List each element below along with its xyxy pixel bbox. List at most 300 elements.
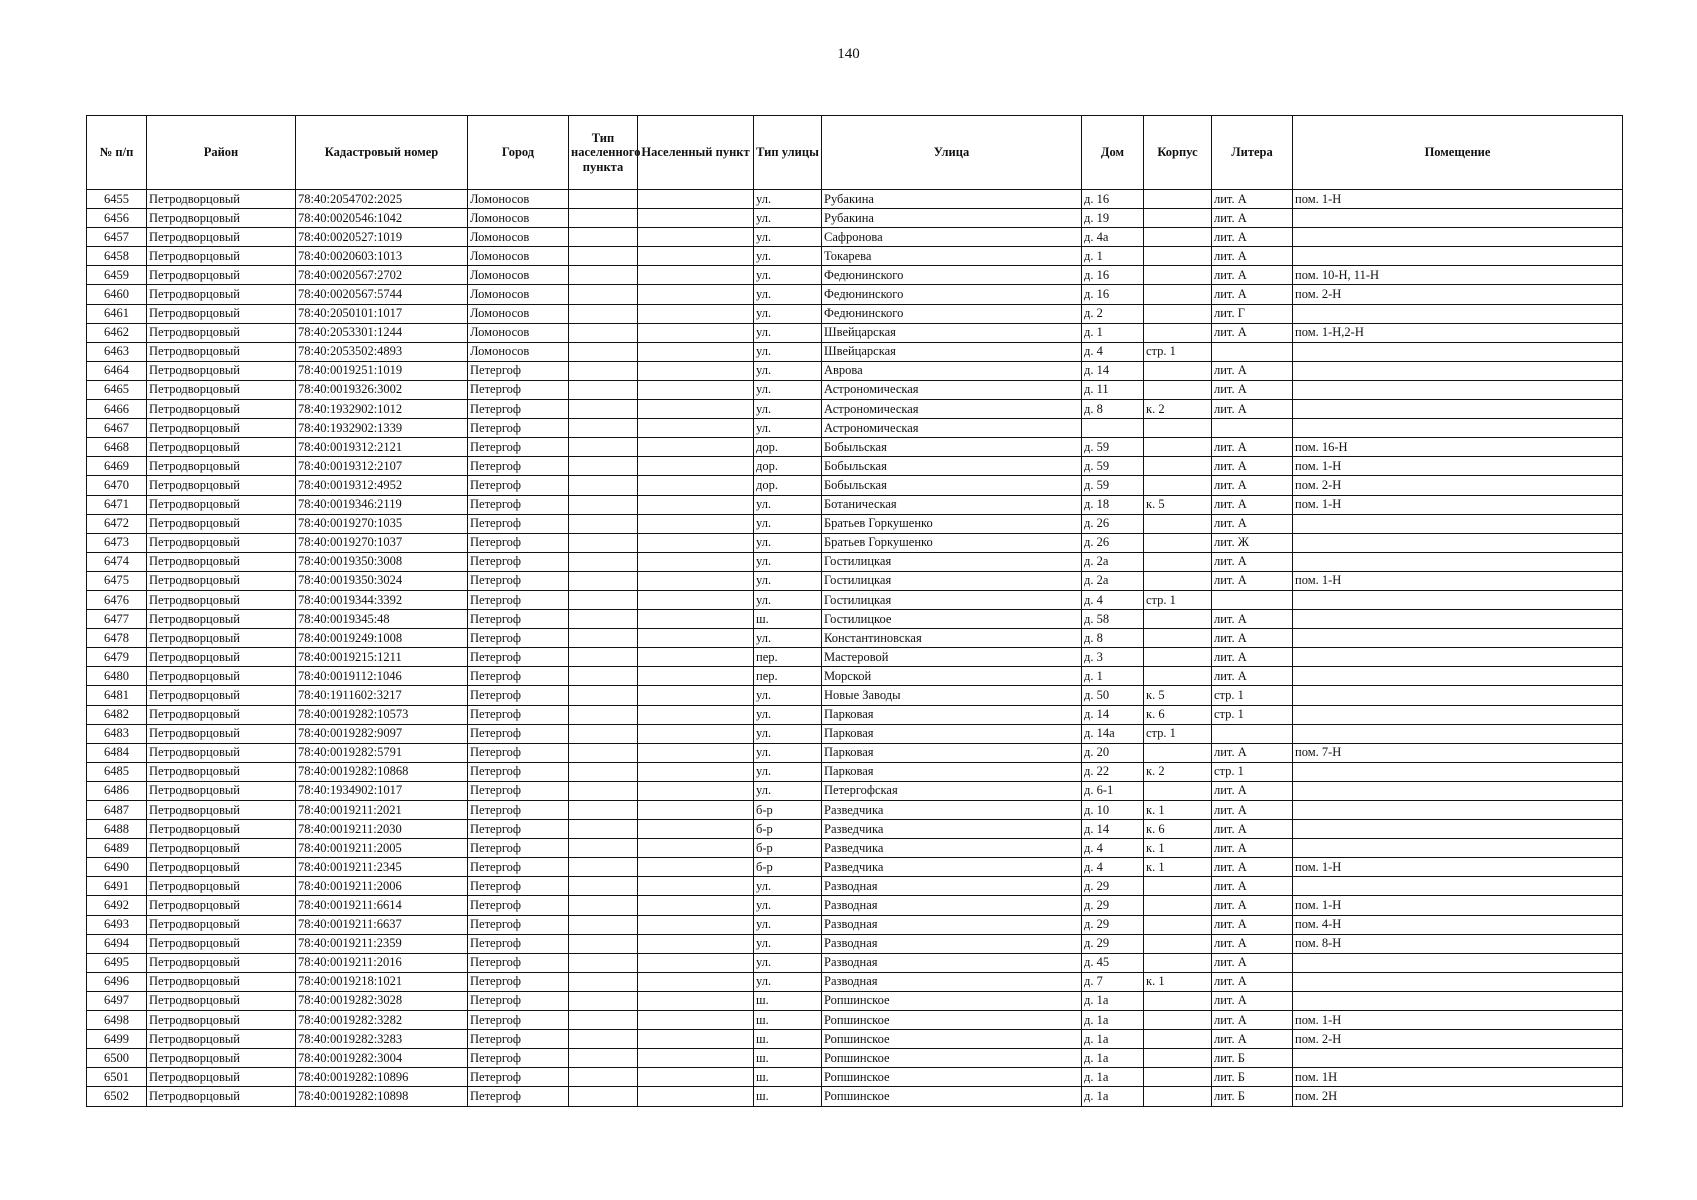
cell-settlement-type	[569, 476, 638, 495]
cell-house: д. 50	[1082, 686, 1144, 705]
cell-settlement-type	[569, 934, 638, 953]
cell-settlement	[638, 724, 754, 743]
cell-street-type: пер.	[754, 667, 822, 686]
cell-row-number: 6492	[87, 896, 147, 915]
cell-cadastral-number: 78:40:0019211:2006	[296, 877, 468, 896]
cell-district: Петродворцовый	[147, 495, 296, 514]
cell-letter: лит. А	[1212, 552, 1293, 571]
table-row	[87, 533, 1623, 552]
cell-city: Петергоф	[468, 896, 569, 915]
cell-cadastral-number: 78:40:0020567:2702	[296, 266, 468, 285]
cell-premises	[1293, 533, 1623, 552]
cell-premises: пом. 1Н	[1293, 1068, 1623, 1087]
cell-letter: лит. А	[1212, 247, 1293, 266]
cell-building: стр. 1	[1144, 724, 1212, 743]
cell-house: д. 26	[1082, 533, 1144, 552]
cell-city: Ломоносов	[468, 228, 569, 247]
cell-district: Петродворцовый	[147, 323, 296, 342]
cell-street: Астрономическая	[822, 419, 1082, 438]
cell-street-type: ул.	[754, 266, 822, 285]
cell-district: Петродворцовый	[147, 361, 296, 380]
column-header-settlement-type: Тип населенного пункта	[569, 116, 638, 190]
cell-row-number: 6469	[87, 457, 147, 476]
table-row	[87, 552, 1623, 571]
cell-settlement	[638, 801, 754, 820]
cell-row-number: 6471	[87, 495, 147, 514]
cell-building	[1144, 266, 1212, 285]
cell-cadastral-number: 78:40:0019282:3282	[296, 1011, 468, 1030]
cell-building	[1144, 419, 1212, 438]
cell-building	[1144, 304, 1212, 323]
cell-letter: лит. А	[1212, 934, 1293, 953]
cell-district: Петродворцовый	[147, 762, 296, 781]
cell-district: Петродворцовый	[147, 1049, 296, 1068]
cell-building	[1144, 896, 1212, 915]
cell-premises	[1293, 380, 1623, 399]
cell-city: Петергоф	[468, 667, 569, 686]
cell-city: Петергоф	[468, 820, 569, 839]
cell-building	[1144, 190, 1212, 209]
cell-settlement	[638, 1049, 754, 1068]
cell-letter: лит. А	[1212, 228, 1293, 247]
cell-building	[1144, 648, 1212, 667]
cell-city: Петергоф	[468, 400, 569, 419]
cell-cadastral-number: 78:40:1911602:3217	[296, 686, 468, 705]
cell-premises: пом. 2Н	[1293, 1087, 1623, 1106]
cell-cadastral-number: 78:40:0019249:1008	[296, 629, 468, 648]
column-header-house: Дом	[1082, 116, 1144, 190]
cell-street: Разведчика	[822, 858, 1082, 877]
cell-house: д. 16	[1082, 266, 1144, 285]
cell-street: Разведчика	[822, 801, 1082, 820]
cell-building: к. 5	[1144, 495, 1212, 514]
cell-row-number: 6465	[87, 380, 147, 399]
cell-district: Петродворцовый	[147, 1068, 296, 1087]
cell-letter: лит. А	[1212, 667, 1293, 686]
cell-cadastral-number: 78:40:1932902:1339	[296, 419, 468, 438]
cell-cadastral-number: 78:40:0019251:1019	[296, 361, 468, 380]
cell-premises: пом. 1-Н	[1293, 1011, 1623, 1030]
cell-cadastral-number: 78:40:0020527:1019	[296, 228, 468, 247]
cell-settlement	[638, 323, 754, 342]
cell-building	[1144, 380, 1212, 399]
cell-row-number: 6502	[87, 1087, 147, 1106]
cell-row-number: 6468	[87, 438, 147, 457]
table-row	[87, 972, 1623, 991]
cell-city: Петергоф	[468, 610, 569, 629]
cell-cadastral-number: 78:40:0019282:5791	[296, 743, 468, 762]
cell-settlement	[638, 877, 754, 896]
cell-building: к. 2	[1144, 762, 1212, 781]
cell-city: Петергоф	[468, 839, 569, 858]
cell-building: к. 6	[1144, 705, 1212, 724]
cell-settlement	[638, 209, 754, 228]
table-row	[87, 457, 1623, 476]
cell-district: Петродворцовый	[147, 419, 296, 438]
cell-street: Парковая	[822, 705, 1082, 724]
table-row	[87, 667, 1623, 686]
cell-district: Петродворцовый	[147, 610, 296, 629]
cell-district: Петродворцовый	[147, 438, 296, 457]
cell-cadastral-number: 78:40:0019211:2016	[296, 953, 468, 972]
cell-settlement	[638, 514, 754, 533]
cell-cadastral-number: 78:40:0019350:3008	[296, 552, 468, 571]
cell-street: Братьев Горкушенко	[822, 514, 1082, 533]
cell-settlement	[638, 839, 754, 858]
cell-city: Петергоф	[468, 419, 569, 438]
cell-settlement	[638, 571, 754, 590]
cell-street-type: пер.	[754, 648, 822, 667]
cell-letter: стр. 1	[1212, 686, 1293, 705]
cell-cadastral-number: 78:40:0019211:2345	[296, 858, 468, 877]
cell-district: Петродворцовый	[147, 380, 296, 399]
cell-district: Петродворцовый	[147, 629, 296, 648]
cell-premises	[1293, 991, 1623, 1010]
cell-cadastral-number: 78:40:0019312:4952	[296, 476, 468, 495]
cell-row-number: 6501	[87, 1068, 147, 1087]
cell-house: д. 26	[1082, 514, 1144, 533]
cell-building	[1144, 915, 1212, 934]
cell-row-number: 6483	[87, 724, 147, 743]
cell-premises: пом. 4-Н	[1293, 915, 1623, 934]
cell-settlement	[638, 285, 754, 304]
cell-house: д. 18	[1082, 495, 1144, 514]
cell-building: к. 1	[1144, 801, 1212, 820]
cell-district: Петродворцовый	[147, 724, 296, 743]
cell-settlement	[638, 991, 754, 1010]
cell-building	[1144, 247, 1212, 266]
column-header-building: Корпус	[1144, 116, 1212, 190]
cell-settlement	[638, 438, 754, 457]
table-row	[87, 190, 1623, 209]
cell-city: Петергоф	[468, 915, 569, 934]
table-row	[87, 686, 1623, 705]
cell-street-type: ул.	[754, 915, 822, 934]
cell-cadastral-number: 78:40:0019270:1037	[296, 533, 468, 552]
table-row	[87, 610, 1623, 629]
cell-street: Федюнинского	[822, 304, 1082, 323]
cell-street-type: ш.	[754, 1030, 822, 1049]
cell-letter: лит. А	[1212, 610, 1293, 629]
cell-settlement	[638, 495, 754, 514]
cell-letter: лит. А	[1212, 190, 1293, 209]
cell-premises	[1293, 781, 1623, 800]
cell-city: Петергоф	[468, 934, 569, 953]
cell-premises	[1293, 629, 1623, 648]
cell-premises	[1293, 953, 1623, 972]
cell-letter: лит. А	[1212, 953, 1293, 972]
cell-cadastral-number: 78:40:1934902:1017	[296, 781, 468, 800]
cell-row-number: 6462	[87, 323, 147, 342]
cell-settlement	[638, 1068, 754, 1087]
cell-street-type: ул.	[754, 629, 822, 648]
cell-street-type: ул.	[754, 877, 822, 896]
cell-settlement	[638, 533, 754, 552]
cell-street-type: ул.	[754, 533, 822, 552]
cell-row-number: 6490	[87, 858, 147, 877]
cell-district: Петродворцовый	[147, 400, 296, 419]
cell-house: д. 11	[1082, 380, 1144, 399]
cell-street-type: ш.	[754, 1087, 822, 1106]
table-row	[87, 495, 1623, 514]
cell-settlement-type	[569, 953, 638, 972]
cell-row-number: 6489	[87, 839, 147, 858]
cell-cadastral-number: 78:40:0019282:9097	[296, 724, 468, 743]
cell-district: Петродворцовый	[147, 839, 296, 858]
cell-premises	[1293, 820, 1623, 839]
cell-row-number: 6499	[87, 1030, 147, 1049]
cell-settlement-type	[569, 590, 638, 609]
cell-house: д. 1а	[1082, 1030, 1144, 1049]
cell-street-type: б-р	[754, 858, 822, 877]
cell-building	[1144, 285, 1212, 304]
column-header-cadastral-number: Кадастровый номер	[296, 116, 468, 190]
cell-city: Петергоф	[468, 686, 569, 705]
cell-row-number: 6463	[87, 342, 147, 361]
cell-city: Петергоф	[468, 972, 569, 991]
cell-settlement	[638, 590, 754, 609]
cell-row-number: 6497	[87, 991, 147, 1010]
cell-house: д. 1а	[1082, 1087, 1144, 1106]
cell-cadastral-number: 78:40:0019218:1021	[296, 972, 468, 991]
cell-house: д. 45	[1082, 953, 1144, 972]
cell-street-type: ул.	[754, 495, 822, 514]
cell-house: д. 16	[1082, 190, 1144, 209]
cell-street: Разводная	[822, 915, 1082, 934]
cell-row-number: 6464	[87, 361, 147, 380]
cell-city: Ломоносов	[468, 247, 569, 266]
cell-street-type: ул.	[754, 514, 822, 533]
table-row	[87, 724, 1623, 743]
cell-city: Петергоф	[468, 552, 569, 571]
cell-building	[1144, 457, 1212, 476]
cell-settlement	[638, 762, 754, 781]
cell-building	[1144, 438, 1212, 457]
table-row	[87, 571, 1623, 590]
cell-house: д. 3	[1082, 648, 1144, 667]
cell-street: Разведчика	[822, 820, 1082, 839]
cell-city: Петергоф	[468, 1030, 569, 1049]
cell-city: Петергоф	[468, 571, 569, 590]
cell-letter: лит. А	[1212, 400, 1293, 419]
cell-street-type: дор.	[754, 476, 822, 495]
cell-settlement-type	[569, 514, 638, 533]
cell-premises	[1293, 361, 1623, 380]
cell-row-number: 6455	[87, 190, 147, 209]
cell-building: стр. 1	[1144, 590, 1212, 609]
cell-street-type: ш.	[754, 1049, 822, 1068]
cell-settlement-type	[569, 686, 638, 705]
cell-district: Петродворцовый	[147, 476, 296, 495]
cell-row-number: 6491	[87, 877, 147, 896]
cell-house: д. 8	[1082, 400, 1144, 419]
cell-premises	[1293, 247, 1623, 266]
cell-settlement-type	[569, 781, 638, 800]
cell-district: Петродворцовый	[147, 801, 296, 820]
cell-street: Ропшинское	[822, 1068, 1082, 1087]
cell-cadastral-number: 78:40:0019282:3004	[296, 1049, 468, 1068]
cell-street-type: ул.	[754, 724, 822, 743]
cell-street-type: ул.	[754, 571, 822, 590]
cell-row-number: 6475	[87, 571, 147, 590]
cell-cadastral-number: 78:40:0019312:2121	[296, 438, 468, 457]
column-header-city: Город	[468, 116, 569, 190]
cell-settlement	[638, 705, 754, 724]
cell-district: Петродворцовый	[147, 820, 296, 839]
table-row	[87, 400, 1623, 419]
cell-district: Петродворцовый	[147, 667, 296, 686]
cell-row-number: 6477	[87, 610, 147, 629]
cell-row-number: 6473	[87, 533, 147, 552]
cell-premises	[1293, 839, 1623, 858]
cell-street-type: ул.	[754, 705, 822, 724]
cell-street-type: ул.	[754, 762, 822, 781]
cell-house: д. 1а	[1082, 1049, 1144, 1068]
cell-house: д. 20	[1082, 743, 1144, 762]
cell-house: д. 14	[1082, 705, 1144, 724]
cell-street-type: ш.	[754, 991, 822, 1010]
cell-street: Гостилицкое	[822, 610, 1082, 629]
cell-street-type: ул.	[754, 972, 822, 991]
table-row	[87, 380, 1623, 399]
cell-district: Петродворцовый	[147, 648, 296, 667]
cell-row-number: 6478	[87, 629, 147, 648]
cell-street-type: ул.	[754, 743, 822, 762]
cell-street: Федюнинского	[822, 285, 1082, 304]
cell-street: Бобыльская	[822, 476, 1082, 495]
cell-letter	[1212, 342, 1293, 361]
column-header-settlement: Населенный пункт	[638, 116, 754, 190]
cell-district: Петродворцовый	[147, 514, 296, 533]
cell-settlement-type	[569, 552, 638, 571]
cell-row-number: 6484	[87, 743, 147, 762]
cell-house: д. 6-1	[1082, 781, 1144, 800]
cell-premises: пом. 2-Н	[1293, 476, 1623, 495]
cell-district: Петродворцовый	[147, 953, 296, 972]
cell-street: Ропшинское	[822, 991, 1082, 1010]
cell-premises: пом. 7-Н	[1293, 743, 1623, 762]
cell-settlement-type	[569, 1049, 638, 1068]
cell-building	[1144, 1087, 1212, 1106]
cell-row-number: 6480	[87, 667, 147, 686]
cell-city: Петергоф	[468, 1049, 569, 1068]
cell-row-number: 6500	[87, 1049, 147, 1068]
cell-house: д. 4	[1082, 839, 1144, 858]
table-row	[87, 991, 1623, 1010]
cell-settlement-type	[569, 1030, 638, 1049]
cell-premises: пом. 8-Н	[1293, 934, 1623, 953]
cell-street: Федюнинского	[822, 266, 1082, 285]
cell-letter: лит. А	[1212, 361, 1293, 380]
cell-cadastral-number: 78:40:0019211:2021	[296, 801, 468, 820]
cell-premises	[1293, 400, 1623, 419]
cell-building: стр. 1	[1144, 342, 1212, 361]
cell-street-type: ул.	[754, 285, 822, 304]
cell-city: Петергоф	[468, 705, 569, 724]
cell-house: д. 8	[1082, 629, 1144, 648]
cell-house: д. 59	[1082, 476, 1144, 495]
cell-city: Петергоф	[468, 724, 569, 743]
cell-settlement-type	[569, 285, 638, 304]
cell-city: Ломоносов	[468, 342, 569, 361]
cell-district: Петродворцовый	[147, 190, 296, 209]
cell-city: Петергоф	[468, 743, 569, 762]
cell-house: д. 1	[1082, 323, 1144, 342]
cell-letter: лит. А	[1212, 1011, 1293, 1030]
cell-street-type: дор.	[754, 457, 822, 476]
cell-district: Петродворцовый	[147, 457, 296, 476]
cell-district: Петродворцовый	[147, 972, 296, 991]
cell-building	[1144, 361, 1212, 380]
cell-street-type: ул.	[754, 380, 822, 399]
cell-settlement-type	[569, 438, 638, 457]
cell-settlement	[638, 1087, 754, 1106]
table-row	[87, 476, 1623, 495]
cell-street: Ботаническая	[822, 495, 1082, 514]
cell-letter: лит. А	[1212, 476, 1293, 495]
cell-house: д. 14	[1082, 361, 1144, 380]
table-row	[87, 915, 1623, 934]
cell-premises	[1293, 552, 1623, 571]
cell-settlement	[638, 190, 754, 209]
cell-settlement	[638, 228, 754, 247]
cell-letter: стр. 1	[1212, 705, 1293, 724]
cell-cadastral-number: 78:40:0019282:10898	[296, 1087, 468, 1106]
cell-building	[1144, 667, 1212, 686]
cell-cadastral-number: 78:40:2054702:2025	[296, 190, 468, 209]
cell-settlement-type	[569, 190, 638, 209]
cell-premises: пом. 1-Н	[1293, 858, 1623, 877]
cell-street: Петергофская	[822, 781, 1082, 800]
cell-street: Разводная	[822, 877, 1082, 896]
cell-street-type: ул.	[754, 190, 822, 209]
cell-street-type: ш.	[754, 1068, 822, 1087]
cell-cadastral-number: 78:40:2053502:4893	[296, 342, 468, 361]
cell-cadastral-number: 78:40:0019282:3283	[296, 1030, 468, 1049]
cell-row-number: 6467	[87, 419, 147, 438]
cell-street-type: ш.	[754, 610, 822, 629]
cell-cadastral-number: 78:40:0019282:3028	[296, 991, 468, 1010]
cell-letter: лит. А	[1212, 457, 1293, 476]
cell-premises	[1293, 590, 1623, 609]
table-row	[87, 209, 1623, 228]
table-row	[87, 247, 1623, 266]
cell-cadastral-number: 78:40:0020546:1042	[296, 209, 468, 228]
cell-premises	[1293, 877, 1623, 896]
cell-premises	[1293, 705, 1623, 724]
table-row	[87, 1068, 1623, 1087]
cell-city: Петергоф	[468, 629, 569, 648]
cell-premises	[1293, 610, 1623, 629]
cell-district: Петродворцовый	[147, 304, 296, 323]
cell-building	[1144, 781, 1212, 800]
cell-cadastral-number: 78:40:0019312:2107	[296, 457, 468, 476]
cell-street-type: ул.	[754, 781, 822, 800]
cell-settlement-type	[569, 247, 638, 266]
table-row	[87, 801, 1623, 820]
cell-building: к. 1	[1144, 839, 1212, 858]
cell-city: Ломоносов	[468, 285, 569, 304]
cell-street-type: ул.	[754, 304, 822, 323]
cell-cadastral-number: 78:40:0019345:48	[296, 610, 468, 629]
cell-letter: лит. А	[1212, 323, 1293, 342]
cell-settlement-type	[569, 228, 638, 247]
cell-district: Петродворцовый	[147, 228, 296, 247]
cell-street: Токарева	[822, 247, 1082, 266]
cell-street: Гостилицкая	[822, 590, 1082, 609]
table-body	[87, 190, 1623, 1107]
cell-cadastral-number: 78:40:0019282:10896	[296, 1068, 468, 1087]
